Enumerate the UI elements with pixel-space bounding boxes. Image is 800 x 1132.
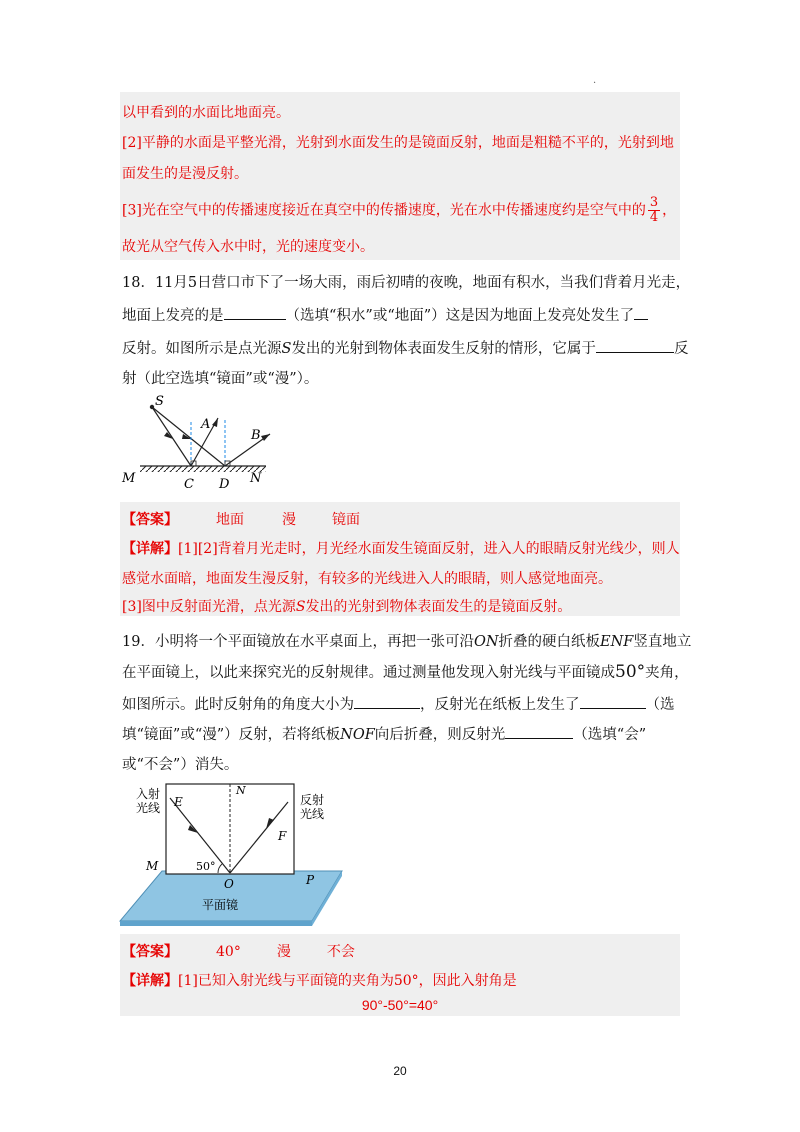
answer-label: 【答案】 — [122, 944, 178, 960]
prev-answer-line-4-end: ， — [662, 202, 677, 219]
q19-text: 折叠的硬白纸板 — [498, 634, 601, 650]
arrow-c — [164, 432, 173, 439]
label-e: E — [174, 795, 183, 809]
detail-18-line-3 — [122, 596, 571, 616]
q19-blank-2[interactable] — [580, 694, 646, 709]
fraction-three-quarters — [648, 196, 660, 225]
prev-answer-line-1: 以甲看到的水面比地面亮。 — [122, 105, 290, 121]
label-a: A — [201, 417, 211, 432]
label-p: P — [306, 873, 315, 887]
label-d: D — [219, 477, 230, 492]
label-o: O — [224, 877, 234, 891]
fraction-denominator: 4 — [649, 210, 659, 225]
answer-18-1: 地面 — [216, 512, 244, 528]
prev-answer-line-2: [2]平静的水面是平整光滑，光射到水面发生的是镜面反射，地面是粗糙不平的，光射到地 — [122, 135, 674, 151]
label-m: M — [146, 859, 159, 873]
q19-line-3 — [122, 693, 675, 714]
detail-18-text: [3]图中反射面光滑，点光源 — [122, 599, 296, 615]
detail-label: 【详解】 — [122, 541, 178, 557]
q18-text: 发出的光射到物体表面发生反射的情形，它属于 — [291, 341, 596, 357]
mirror-label: 平面镜 — [202, 898, 239, 912]
q19-text: 在平面镜上，以此来探究光的反射规律。通过测量他发现入射光线与平面镜成 — [122, 665, 615, 681]
detail-18-text: 发出的光射到物体表面发生的是镜面反射。 — [305, 599, 572, 615]
mirror-edge — [120, 921, 312, 926]
q18-source-symbol: S — [281, 341, 292, 357]
label-n: N — [250, 471, 262, 486]
detail-18-line-2: 感觉水面暗，地面发生漫反射，有较多的光线进入人的眼睛，则人感觉地面亮。 — [122, 571, 612, 587]
q18-line-2 — [122, 304, 648, 325]
header-dot: · — [593, 78, 597, 89]
answer-19-3: 不会 — [326, 944, 355, 960]
prev-answer-line-3: 面发生的是漫反射。 — [122, 166, 248, 182]
q19-text: 19．小明将一个平面镜放在水平桌面上，再把一张可沿 — [122, 634, 474, 650]
q19-text: 向后折叠，则反射光 — [374, 727, 506, 743]
prev-answer-line-5: 故光从空气传入水中时，光的速度变小。 — [122, 239, 374, 255]
answer-label: 【答案】 — [122, 512, 178, 528]
q19-symbol: NOF — [340, 727, 375, 743]
q19-blank-1[interactable] — [354, 694, 420, 709]
detail-19-formula: 90°-50°=40° — [361, 997, 439, 1013]
detail-label: 【详解】 — [122, 973, 178, 989]
angle-label: 50° — [196, 860, 216, 873]
q18-line-1: 18．11月5日营口市下了一场大雨，雨后初晴的夜晚，地面有积水，当我们背着月光走， — [122, 275, 691, 291]
answer-18-2: 漫 — [282, 512, 296, 528]
q19-text: 竖直地立 — [633, 634, 692, 650]
label-m: M — [122, 471, 136, 486]
q19-symbol: ENF — [600, 634, 634, 650]
q19-text: 填“镜面”或“漫”）反射，若将纸板 — [122, 727, 341, 743]
reflection-figure-q19 — [118, 778, 358, 926]
detail-18-symbol: S — [295, 599, 306, 615]
q19-line-4 — [122, 723, 646, 744]
page-number: 20 — [393, 1064, 407, 1078]
reflection-figure-q18 — [118, 392, 288, 494]
q19-text: （选填“会” — [573, 727, 647, 743]
q18-line-3 — [122, 337, 688, 358]
q18-line-4: 射（此空选填“镜面”或“漫”）。 — [122, 371, 319, 387]
answer-19-line — [122, 941, 355, 961]
q18-blank-2[interactable] — [634, 305, 648, 320]
q19-line-2 — [122, 661, 689, 682]
answer-18-line — [122, 509, 360, 529]
surface-hatch — [140, 466, 266, 472]
answer-19-1: 40° — [216, 944, 241, 960]
arrow-a — [212, 418, 218, 427]
q19-text: 夹角， — [645, 665, 689, 681]
q19-line-5: 或“不会”）消失。 — [122, 757, 239, 773]
q18-blank-3[interactable] — [596, 338, 674, 353]
q19-text: 如图所示。此时反射角的角度大小为 — [122, 697, 354, 713]
reflected-label-2: 光线 — [300, 807, 325, 821]
label-s: S — [155, 394, 164, 409]
q18-text: （选填“积水”或“地面”）这是因为地面上发亮处发生了 — [285, 308, 635, 324]
detail-18-line-1 — [122, 538, 680, 558]
q18-text: 反 — [673, 341, 689, 357]
label-c: C — [184, 477, 194, 492]
q19-angle: 50° — [615, 662, 646, 682]
q18-text: 地面上发亮的是 — [122, 308, 224, 324]
q19-line-1 — [122, 630, 691, 651]
label-n: N — [236, 784, 246, 797]
incident-label-1: 入射 — [136, 787, 161, 801]
q19-text: （选 — [645, 697, 675, 713]
detail-19-line-1 — [122, 970, 517, 990]
incident-label-2: 光线 — [136, 801, 161, 815]
reflected-label-1: 反射 — [300, 793, 325, 807]
fraction-numerator: 3 — [649, 195, 659, 210]
q19-text: ，反射光在纸板上发生了 — [420, 697, 580, 713]
q18-text: 反射。如图所示是点光源 — [122, 341, 282, 357]
q18-blank-1[interactable] — [224, 305, 286, 320]
prev-answer-line-4-text: [3]光在空气中的传播速度接近在真空中的传播速度，光在水中传播速度约是空气中的 — [122, 202, 646, 219]
label-b: B — [251, 428, 261, 443]
answer-18-3: 镜面 — [332, 512, 360, 528]
q19-symbol: ON — [473, 634, 499, 650]
label-f: F — [278, 829, 287, 843]
detail-18-text: [1][2]背着月光走时，月光经水面发生镜面反射，进入人的眼睛反射光线少，则人 — [178, 541, 680, 557]
detail-19-text: [1]已知入射光线与平面镜的夹角为50°，因此入射角是 — [178, 973, 517, 989]
prev-answer-line-4 — [122, 196, 676, 225]
incident-ray-d — [152, 407, 225, 466]
answer-19-2: 漫 — [276, 944, 291, 960]
q19-blank-3[interactable] — [505, 724, 573, 739]
